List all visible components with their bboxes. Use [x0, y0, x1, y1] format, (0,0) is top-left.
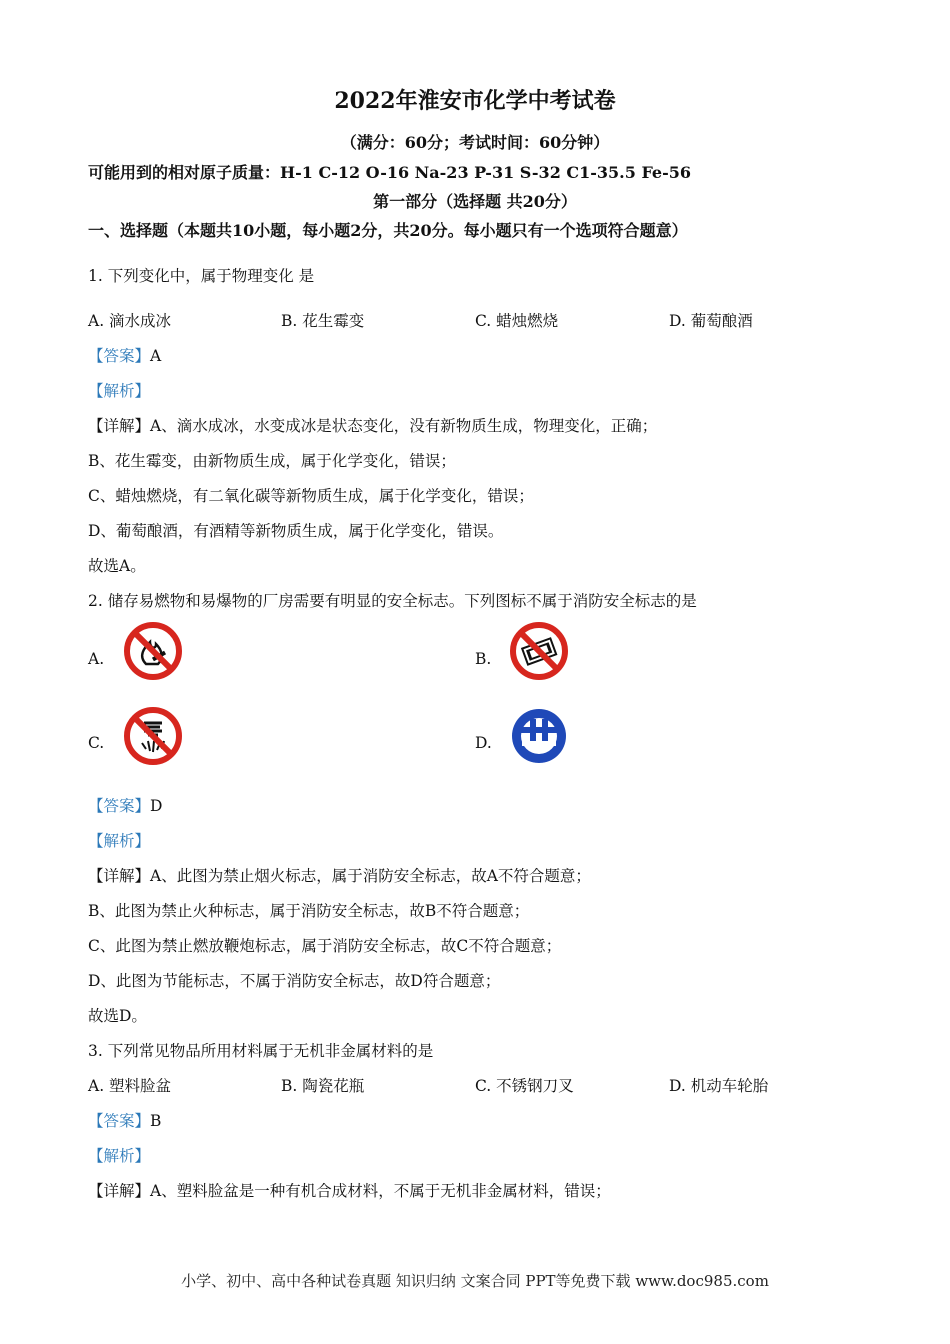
q3-option-b: B. 陶瓷花瓶 [281, 1077, 365, 1095]
q1-detail-text: A、滴水成冰，水变成冰是状态变化，没有新物质生成，物理变化，正确； [150, 417, 658, 435]
q1-answer-value: A [150, 347, 162, 365]
answer-tag: 【答案】 [88, 347, 151, 365]
q2-detail-5: 故选D。 [88, 1007, 147, 1025]
detail-tag: 【详解】 [88, 417, 151, 435]
q2-answer-value: D [150, 797, 163, 815]
q1-answer [88, 344, 161, 366]
q1-option-b: B. 花生霉变 [281, 312, 365, 330]
q2-answer [88, 794, 162, 816]
analysis-tag: 【解析】 [88, 382, 151, 400]
q1-option-c: C. 蜡烛燃烧 [475, 312, 559, 330]
q3-stem: 3. 下列常见物品所用材料属于无机非金属材料的是 [88, 1042, 434, 1060]
q1-detail-1 [88, 414, 657, 436]
footer-banner: 小学、初中、高中各种试卷真题 知识归纳 文案合同 PPT等免费下载 www.doc985.com [181, 1272, 769, 1290]
exam-info: （满分：60分；考试时间：60分钟） [340, 133, 610, 152]
no-smoking-fire-icon [122, 620, 184, 686]
q3-answer [88, 1109, 161, 1131]
q1-option-d: D. 葡萄酿酒 [669, 312, 753, 330]
analysis-tag: 【解析】 [88, 1147, 151, 1165]
q1-stem: 1. 下列变化中，属于物理变化 是 [88, 267, 315, 285]
q2-option-d-label: D. [475, 734, 492, 752]
q2-option-b-label: B. [475, 650, 492, 668]
energy-saving-icon [508, 705, 570, 771]
q1-detail-5: 故选A。 [88, 557, 146, 575]
no-firecrackers-icon [122, 705, 184, 771]
q1-option-a: A. 滴水成冰 [88, 312, 172, 330]
q2-detail-2: B、此图为禁止火种标志，属于消防安全标志，故B不符合题意； [88, 902, 530, 920]
section-heading: 一、选择题（本题共10小题，每小题2分，共20分。每小题只有一个选项符合题意） [88, 221, 688, 240]
q3-option-a: A. 塑料脸盆 [88, 1077, 172, 1095]
answer-tag: 【答案】 [88, 797, 151, 815]
q3-answer-value: B [150, 1112, 162, 1130]
q2-detail-1 [88, 864, 591, 886]
q1-detail-3: C、蜡烛燃烧，有二氧化碳等新物质生成，属于化学变化，错误； [88, 487, 534, 505]
q3-detail-text: A、塑料脸盆是一种有机合成材料，不属于无机非金属材料，错误； [150, 1182, 611, 1200]
detail-tag: 【详解】 [88, 867, 151, 885]
q2-detail-text: A、此图为禁止烟火标志，属于消防安全标志，故A不符合题意； [150, 867, 591, 885]
q2-option-c-label: C. [88, 734, 105, 752]
q1-detail-4: D、葡萄酿酒，有酒精等新物质生成，属于化学变化，错误。 [88, 522, 504, 540]
q1-analysis [88, 379, 150, 401]
detail-tag: 【详解】 [88, 1182, 151, 1200]
q2-option-a-label: A. [88, 650, 105, 668]
atomic-masses: 可能用到的相对原子质量：H-1 C-12 O-16 Na-23 P-31 S-32 C1-35.5 Fe-56 [88, 163, 692, 182]
part-heading: 第一部分（选择题 共20分） [373, 192, 577, 211]
q3-detail-1 [88, 1179, 611, 1201]
analysis-tag: 【解析】 [88, 832, 151, 850]
q2-analysis [88, 829, 150, 851]
q2-stem: 2. 储存易燃物和易爆物的厂房需要有明显的安全标志。下列图标不属于消防安全标志的是 [88, 592, 697, 610]
q3-option-d: D. 机动车轮胎 [669, 1077, 769, 1095]
answer-tag: 【答案】 [88, 1112, 151, 1130]
q2-detail-3: C、此图为禁止燃放鞭炮标志，属于消防安全标志，故C不符合题意； [88, 937, 562, 955]
page-title: 2022年淮安市化学中考试卷 [334, 88, 616, 114]
q1-detail-2: B、花生霉变，由新物质生成，属于化学变化，错误； [88, 452, 456, 470]
no-matches-icon [508, 620, 570, 686]
q3-analysis [88, 1144, 150, 1166]
q3-option-c: C. 不锈钢刀叉 [475, 1077, 574, 1095]
q2-detail-4: D、此图为节能标志，不属于消防安全标志，故D符合题意； [88, 972, 501, 990]
